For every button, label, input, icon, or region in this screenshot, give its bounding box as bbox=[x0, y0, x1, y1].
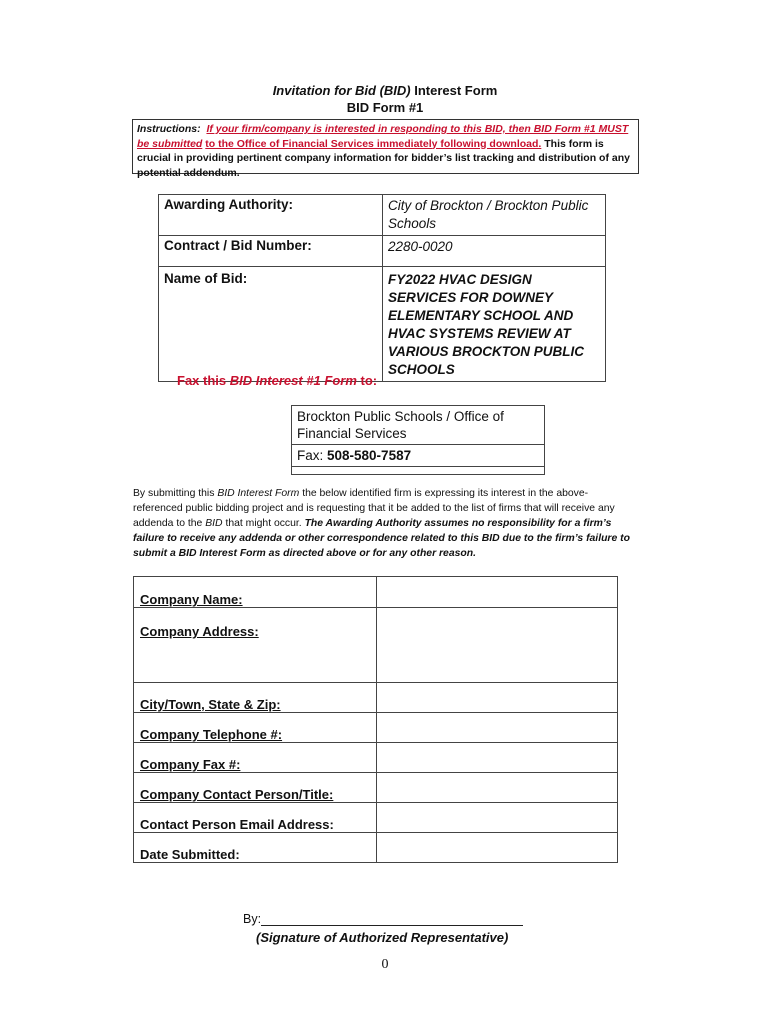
instructions-box bbox=[132, 119, 639, 179]
awarding-authority-label: Awarding Authority: bbox=[159, 195, 383, 236]
fax-recipient: Brockton Public Schools / Office of Financial Services bbox=[292, 406, 545, 445]
date-submitted-field[interactable] bbox=[377, 833, 618, 863]
fax-number: 508-580-7587 bbox=[327, 448, 412, 463]
award-row bbox=[159, 236, 606, 267]
instructions-label: Instructions: bbox=[137, 123, 201, 135]
contract-number-label: Contract / Bid Number: bbox=[159, 236, 383, 267]
company-info-table bbox=[133, 576, 618, 863]
award-table bbox=[158, 194, 606, 382]
fax-heading: Fax this BID Interest #1 Form to: bbox=[177, 373, 378, 388]
bid-name-value: FY2022 HVAC DESIGN SERVICES FOR DOWNEY ELEMENTARY SCHOOL AND HVAC SYSTEMS REVIEW AT VARIOUS BROCKTON PUBLIC SCHOOLS bbox=[383, 267, 606, 382]
signature-caption: (Signature of Authorized Representative) bbox=[256, 930, 509, 945]
table-row bbox=[134, 713, 618, 743]
table-row bbox=[134, 803, 618, 833]
company-name-field[interactable] bbox=[377, 577, 618, 608]
contact-person-label: Company Contact Person/Title: bbox=[134, 773, 377, 803]
table-row bbox=[134, 683, 618, 713]
company-address-label: Company Address: bbox=[134, 608, 377, 683]
table-row bbox=[134, 577, 618, 608]
signature-line: By: bbox=[243, 912, 523, 926]
city-state-zip-field[interactable] bbox=[377, 683, 618, 713]
fax-empty-row bbox=[292, 467, 545, 475]
city-state-zip-label: City/Town, State & Zip: bbox=[134, 683, 377, 713]
bid-name-label: Name of Bid: bbox=[159, 267, 383, 382]
table-row bbox=[134, 773, 618, 803]
instructions-body: This form is crucial in providing pertinent company information for bidder’s list tracking and distribution of any potential addendum. bbox=[137, 137, 630, 179]
contact-email-label: Contact Person Email Address: bbox=[134, 803, 377, 833]
company-address-field[interactable] bbox=[377, 608, 618, 683]
award-row bbox=[159, 195, 606, 236]
page-number: 0 bbox=[381, 957, 389, 972]
instructions-red-text-2: to the Office of Financial Services immediately following download. bbox=[205, 137, 542, 150]
company-telephone-field[interactable] bbox=[377, 713, 618, 743]
signature-field[interactable] bbox=[261, 912, 523, 926]
instructions-red-text: If your firm/company is interested in responding to this BID, then BID Form #1 MUST be submitted bbox=[137, 123, 629, 150]
table-row bbox=[134, 743, 618, 773]
form-title: Invitation for Bid (BID) Interest Form bbox=[272, 83, 498, 98]
company-telephone-label: Company Telephone #: bbox=[134, 713, 377, 743]
contact-person-field[interactable] bbox=[377, 773, 618, 803]
company-fax-field[interactable] bbox=[377, 743, 618, 773]
table-row bbox=[134, 833, 618, 863]
awarding-authority-value: City of Brockton / Brockton Public Schools bbox=[383, 195, 606, 236]
fax-number-cell: Fax: 508-580-7587 bbox=[292, 445, 545, 467]
fax-table bbox=[291, 405, 545, 475]
form-number: BID Form #1 bbox=[346, 100, 424, 115]
award-row bbox=[159, 267, 606, 382]
company-name-label: Company Name: bbox=[134, 577, 377, 608]
contract-number-value: 2280-0020 bbox=[383, 236, 606, 267]
date-submitted-label: Date Submitted: bbox=[134, 833, 377, 863]
contact-email-field[interactable] bbox=[377, 803, 618, 833]
company-fax-label: Company Fax #: bbox=[134, 743, 377, 773]
disclaimer-paragraph: By submitting this BID Interest Form the below identified firm is expressing its interest in the above-referenced public bidding project and is requesting that it be added to the list of firms that will receive any addenda to the BID that might occur. The Awarding Authority assumes no responsibility for a firm’s failure to receive any addenda or other correspondence related to this BID due to the firm’s failure to submit a BID Interest Form as directed above or for any other reason. bbox=[133, 488, 630, 559]
table-row bbox=[134, 608, 618, 683]
